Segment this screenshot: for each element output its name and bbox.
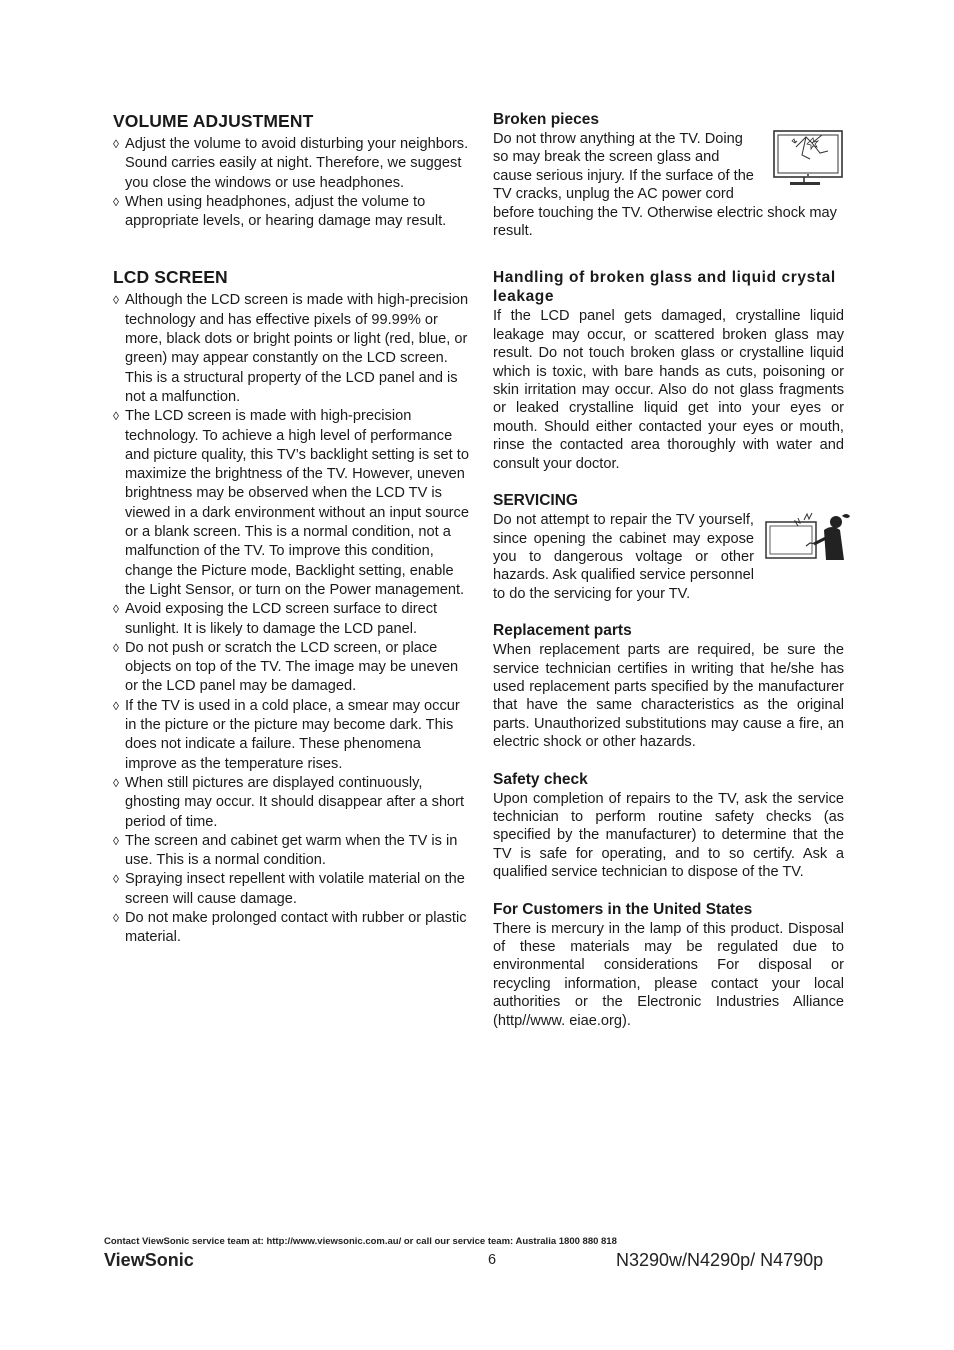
list-item: ◊ If the TV is used in a cold place, a smear may occur in the picture or the picture may become dark. This does not indicate a failure. These phenomena improve as the temperature rises. (113, 697, 460, 772)
lcd-heading: LCD SCREEN (113, 267, 228, 288)
left-column (113, 110, 473, 948)
model-number: N3290w/N4290p/ N4790p (616, 1250, 824, 1270)
safety-text: Upon completion of repairs to the TV, ask the service technician to perform routine safety checks (as specified by the manufacturer) to determine that the TV is safe for operating, and to so certify. Ask a qualified service technician to dispose of the TV. (493, 790, 844, 881)
replacement-heading: Replacement parts (493, 622, 632, 640)
right-column (493, 110, 844, 1030)
brand-name: ViewSonic (104, 1250, 194, 1270)
bullet-icon: ◊ (113, 602, 119, 617)
bullet-icon: ◊ (113, 640, 119, 655)
list-item: ◊ The LCD screen is made with high-precision technology. To achieve a high level of performance and picture quality, this TV’s backlight setting is set to maximize the brightness of the TV. However, uneven brightness may be observed when the LCD TV is viewed in a dark environment without an input source or a blank screen. This is a normal condition, not a malfunction of the TV. To improve this condition, change the Picture mode, Backlight setting, enable the Light Sensor, or turn on the Power management. (113, 408, 469, 598)
bullet-icon: ◊ (113, 409, 119, 424)
list-item: ◊ Do not make prolonged contact with rubber or plastic material. (113, 909, 467, 946)
servicing-text: Do not attempt to repair the TV yourself, since opening the cabinet may expose you to dangerous voltage or other hazards. Ask qualified service personnel to do the servicing for your TV. (493, 512, 754, 602)
bullet-icon: ◊ (113, 194, 119, 209)
list-item: ◊ The screen and cabinet get warm when the TV is in use. This is a normal condition. (113, 832, 458, 869)
bullet-icon: ◊ (113, 775, 119, 790)
glass-text: If the LCD panel gets damaged, crystalline liquid leakage may occur, or scattered broken glass may result. Do not touch broken glass or crystalline liquid which is toxic, with bare hands as cuts, poisoning or skin irritation may occur. Also do not glass fragments or leaked crystalline liquid get into your eyes or mouth. Should either contacted your eyes or mouth, rinse the contacted area thoroughly with water and consult your doctor. (493, 308, 844, 472)
lcd-list (113, 291, 473, 947)
bullet-icon: ◊ (113, 872, 119, 887)
footer-contact: Contact ViewSonic service team at: http://www.viewsonic.com.au/ or call our service team: Australia 1800 880 818 (104, 1236, 617, 1247)
list-item: ◊ Adjust the volume to avoid disturbing your neighbors. Sound carries easily at night. Therefore, we suggest you close the windows or use headphones. (113, 136, 469, 191)
customers-heading: For Customers in the United States (493, 900, 753, 918)
broken-pieces-heading: Broken pieces (493, 111, 599, 128)
safety-heading: Safety check (493, 770, 588, 788)
bullet-icon: ◊ (113, 910, 119, 925)
list-item: ◊ Do not push or scratch the LCD screen, or place objects on top of the TV. The image may be uneven or the LCD panel may be damaged. (113, 639, 459, 695)
servicing-person-icon (762, 510, 854, 566)
volume-heading: VOLUME ADJUSTMENT (113, 111, 314, 131)
list-item: ◊ Although the LCD screen is made with high-precision technology and has effective pixels of 99.99% or more, black dots or bright points or light (red, blue, or green) may appear constantly on the LCD screen. This is a structural property of the LCD panel and is not a malfunction. (113, 292, 469, 405)
bullet-icon: ◊ (113, 833, 119, 848)
list-item: ◊ When using headphones, adjust the volume to appropriate levels, or hearing damage may result. (113, 193, 447, 230)
bullet-icon: ◊ (113, 698, 119, 713)
page-number: 6 (488, 1252, 497, 1268)
contact-phone: Australia 1800 880 818 (515, 1236, 617, 1247)
broken-pieces-text: Do not throw anything at the TV. Doing so may break the screen glass and cause serious injury. If the surface of the TV cracks, unplug the AC power cord before touching the TV. Otherwise electric shock may result. (493, 131, 837, 240)
bullet-icon: ◊ (113, 137, 119, 151)
replacement-text: When replacement parts are required, be sure the service technician certifies in writing that he/she has used replacement parts specified by the manufacturer that have the same characteristics as the original parts. Unauthorized substitutions may cause a fire, an electric shock or other hazards. (493, 642, 844, 751)
list-item: ◊ Avoid exposing the LCD screen surface to direct sunlight. It is likely to damage the LCD panel. (113, 601, 438, 637)
broken-tv-icon (766, 129, 844, 187)
volume-list (113, 135, 473, 231)
customers-text: There is mercury in the lamp of this product. Disposal of these materials may be regulated due to environmental considerations For disposal or recycling information, please contact your local authorities or the Electronic Industries Alliance (http//www. eiae.org). (493, 920, 844, 1029)
list-item: ◊ When still pictures are displayed continuously, ghosting may occur. It should disappear after a short period of time. (113, 774, 465, 830)
list-item: ◊ Spraying insect repellent with volatile material on the screen will cause damage. (113, 871, 465, 907)
bullet-icon: ◊ (113, 293, 119, 308)
servicing-heading: SERVICING (493, 492, 578, 510)
contact-link[interactable]: http://www.viewsonic.com.au/ (266, 1236, 402, 1247)
glass-heading: Handling of broken glass and liquid crystal leakage (493, 269, 836, 306)
